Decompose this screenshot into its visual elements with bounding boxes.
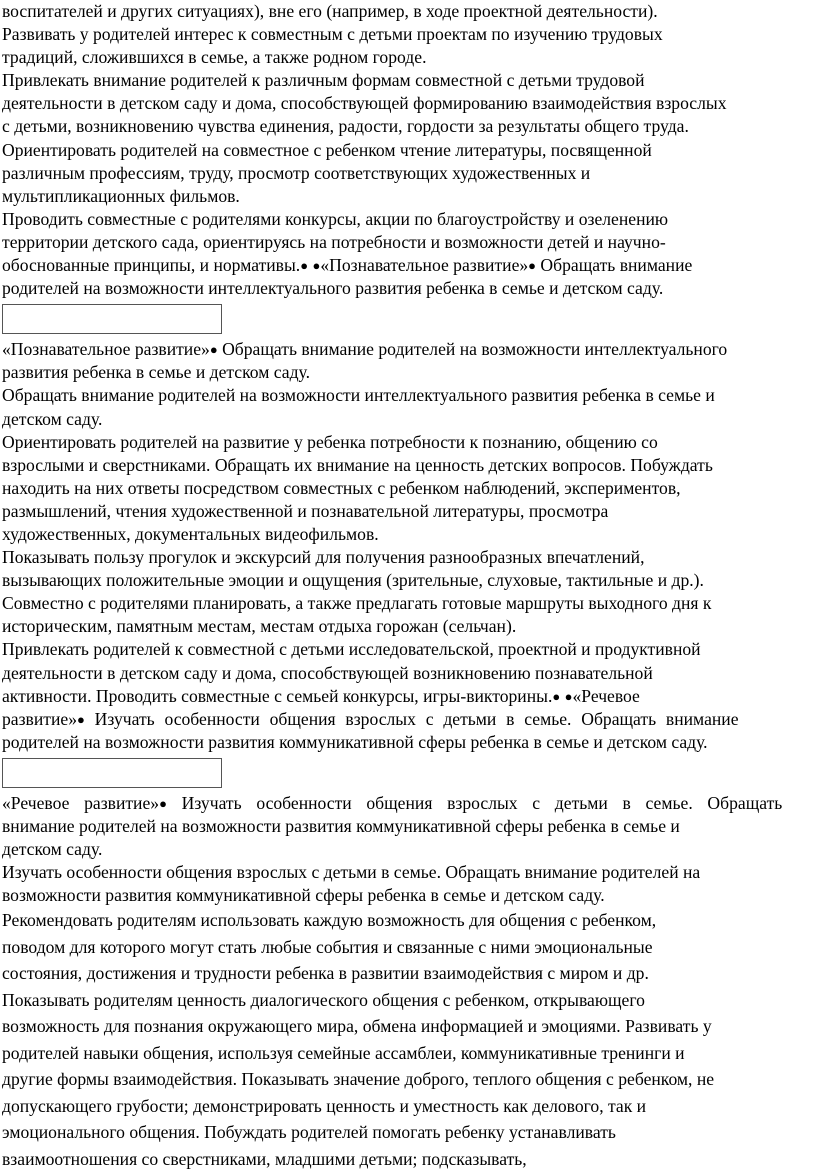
text-line: Ориентировать родителей на совместное с ребенком чтение литературы, посвященной: [2, 139, 652, 160]
section-labor-continued: [2, 0, 816, 300]
text-line: детском саду.: [2, 408, 103, 429]
text-line: взрослыми и сверстниками. Обращать их внимание на ценность детских вопросов. Побуждать: [2, 454, 713, 475]
text-line: детском саду.: [2, 839, 103, 860]
text-line: размышлений, чтения художественной и познавательной литературы, просмотра: [2, 500, 609, 521]
text-line: находить на них ответы посредством совместных с ребенком наблюдений, экспериментов,: [2, 477, 681, 498]
text-line: другие формы взаимодействия. Показывать значение доброго, теплого общения с ребенком, не: [2, 1069, 715, 1090]
bullet-icon: ●: [300, 258, 309, 274]
text-line: Показывать пользу прогулок и экскурсий для получения разнообразных впечатлений,: [2, 547, 645, 568]
section-heading-cognitive: «Познавательное развитие»: [320, 255, 529, 276]
section-heading-speech: развитие»: [2, 708, 77, 729]
bullet-icon: ●: [564, 688, 573, 704]
text-line: Проводить совместные с родителями конкурсы, акции по благоустройству и озеленению: [2, 208, 669, 229]
text-line: эмоционального общения. Побуждать родителей помогать ребенку устанавливать: [2, 1122, 616, 1143]
section-speech: [2, 792, 816, 907]
text-line: различным профессиям, труду, просмотр соответствующих художественных и: [2, 162, 591, 183]
text-line: Развивать у родителей интерес к совместным с детьми проектам по изучению трудовых: [2, 24, 663, 45]
section-heading-cognitive: «Познавательное развитие»: [2, 339, 210, 360]
text-line: родителей на возможности интеллектуального развития ребенка в семье и детском саду.: [2, 278, 664, 299]
text-line: допускающего грубости; демонстрировать ценность и уместность как делового, так и: [2, 1095, 647, 1116]
text-line: деятельности в детском саду и дома, способствующей формированию взаимодействия взрослых: [2, 93, 727, 114]
bullet-icon: ●: [312, 258, 321, 274]
text-line: воспитателей и других ситуациях), вне его (например, в ходе проектной деятельности).: [2, 1, 658, 21]
text-line: Рекомендовать родителям использовать каждую возможность для общения с ребенком,: [2, 910, 657, 931]
text-line: развития ребенка в семье и детском саду.: [2, 362, 310, 383]
text-line: историческим, памятным местам, местам отдыха горожан (сельчан).: [2, 616, 517, 637]
text-line: с детьми, возникновению чувства единения, радости, гордости за результаты общего труда.: [2, 116, 689, 137]
text-line: Привлекать внимание родителей к различным формам совместной с детьми трудовой: [2, 70, 645, 91]
text-line: деятельности в детском саду и дома, способствующей возникновению познавательной: [2, 662, 653, 683]
text-line: Обращать внимание родителей на возможности интеллектуального развития ребенка в семье и: [2, 385, 715, 406]
section-cognitive: [2, 338, 816, 754]
text-line: [2, 708, 816, 731]
text-line: территории детского сада, ориентируясь на потребности и возможности детей и научно-: [2, 231, 666, 252]
text-line: поводом для которого могут стать любые события и связанные с ними эмоциональные: [2, 936, 653, 957]
text-fragment: Изучать особенности общения взрослых с детьми в семье. Обращать внимание: [84, 708, 739, 729]
text-line: Привлекать родителей к совместной с детьми исследовательской, проектной и продуктивной: [2, 639, 701, 660]
text-line: внимание родителей на возможности развития коммуникативной сферы ребенка в семье и: [2, 816, 680, 836]
text-line: вызывающих положительные эмоции и ощущения (зрительные, слуховые, тактильные и др.).: [2, 570, 704, 591]
text-line: состояния, достижения и трудности ребенка в развитии взаимодействия с миром и др.: [2, 963, 649, 984]
section-speech-recommendations: [2, 907, 816, 1172]
text-line: родителей на возможности развития коммуникативной сферы ребенка в семье и детском саду.: [2, 731, 708, 752]
text-fragment: Обращать внимание родителей на возможности интеллектуального: [217, 339, 728, 360]
text-fragment: активности. Проводить совместные с семьей конкурсы, игры-викторины.: [2, 685, 553, 706]
bullet-icon: ●: [209, 342, 218, 358]
text-line: взаимоотношения со сверстниками, младшими детьми; подсказывать,: [2, 1148, 527, 1169]
bullet-icon: ●: [528, 258, 537, 274]
bullet-icon: ●: [552, 688, 561, 704]
text-line: [2, 338, 816, 361]
empty-table-cell: [2, 304, 222, 334]
text-line: Ориентировать родителей на развитие у ребенка потребности к познанию, общению со: [2, 431, 658, 452]
text-line: Показывать родителям ценность диалогического общения с ребенком, открывающего: [2, 989, 645, 1010]
text-line: Изучать особенности общения взрослых с детьми в семье. Обращать внимание родителей на: [2, 862, 701, 883]
text-line: [2, 254, 816, 277]
text-line: [2, 685, 816, 708]
text-line: Совместно с родителями планировать, а также предлагать готовые маршруты выходного дня к: [2, 593, 712, 614]
text-line: традиций, сложившихся в семье, а также родном городе.: [2, 47, 427, 68]
section-heading-speech: «Речевое развитие»: [2, 792, 160, 813]
text-fragment: Обращать внимание: [536, 255, 693, 276]
text-line: возможность для познания окружающего мира, обмена информацией и эмоциями. Развивать у: [2, 1016, 712, 1037]
bullet-icon: ●: [159, 795, 167, 811]
text-line: мультипликационных фильмов.: [2, 185, 240, 206]
text-fragment: Изучать особенности общения взрослых с детьми в семье. Обращать: [166, 792, 783, 813]
section-heading-speech: «Речевое: [572, 685, 640, 706]
text-line: возможности развития коммуникативной сферы ребенка в семье и детском саду.: [2, 885, 605, 906]
empty-table-cell: [2, 758, 222, 788]
text-line: [2, 792, 816, 815]
bullet-icon: ●: [77, 711, 85, 727]
text-fragment: обоснованные принципы, и нормативы.: [2, 255, 301, 276]
text-line: родителей навыки общения, используя семейные ассамблеи, коммуникативные тренинги и: [2, 1042, 685, 1063]
text-line: художественных, документальных видеофильмов.: [2, 523, 379, 544]
